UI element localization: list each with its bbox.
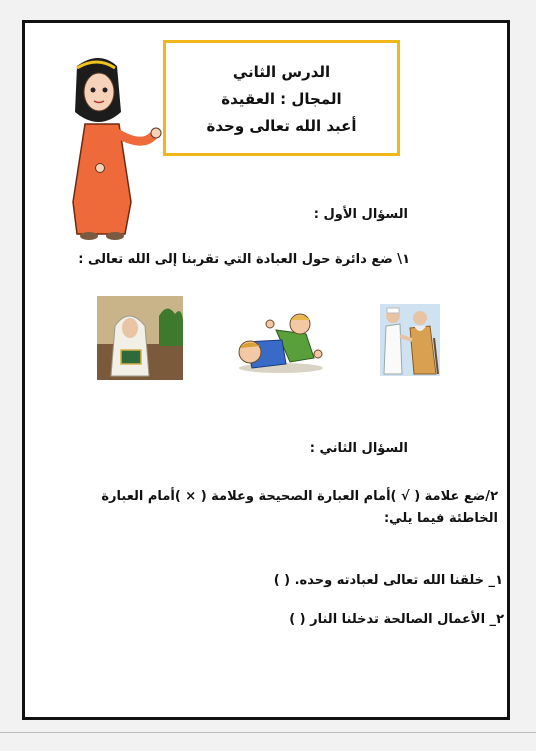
lesson-topic: أعبد الله تعالى وحدة: [206, 117, 357, 135]
girl-reading-quran-icon[interactable]: [97, 296, 183, 380]
lesson-field: المجال : العقيدة: [221, 90, 342, 108]
statement-item-2[interactable]: ٢_ الأعمال الصالحة تدخلنا النار ( ): [289, 612, 504, 627]
lesson-title-box: [163, 40, 400, 156]
children-fighting-icon[interactable]: [236, 312, 326, 374]
question2-title: السؤال الثاني :: [309, 441, 408, 456]
lesson-number: الدرس الثاني: [232, 63, 331, 81]
helping-elderly-icon[interactable]: [380, 304, 440, 376]
question1-instruction: ١\ ضع دائرة حول العبادة التي تقربنا إلى الله تعالى :: [78, 252, 410, 267]
girl-hijab-icon: [55, 52, 165, 242]
statement-item-1[interactable]: ١_ خلقنا الله تعالى لعبادته وحده. ( ): [273, 573, 503, 588]
question1-title: السؤال الأول :: [313, 207, 408, 222]
page-edge: [0, 732, 536, 733]
question2-instruction: ٢/ضع علامة ( √ )أمام العبارة الصحيحة وعلامة ( × )أمام العبارة الخاطئة فيما يلي:: [101, 489, 498, 526]
